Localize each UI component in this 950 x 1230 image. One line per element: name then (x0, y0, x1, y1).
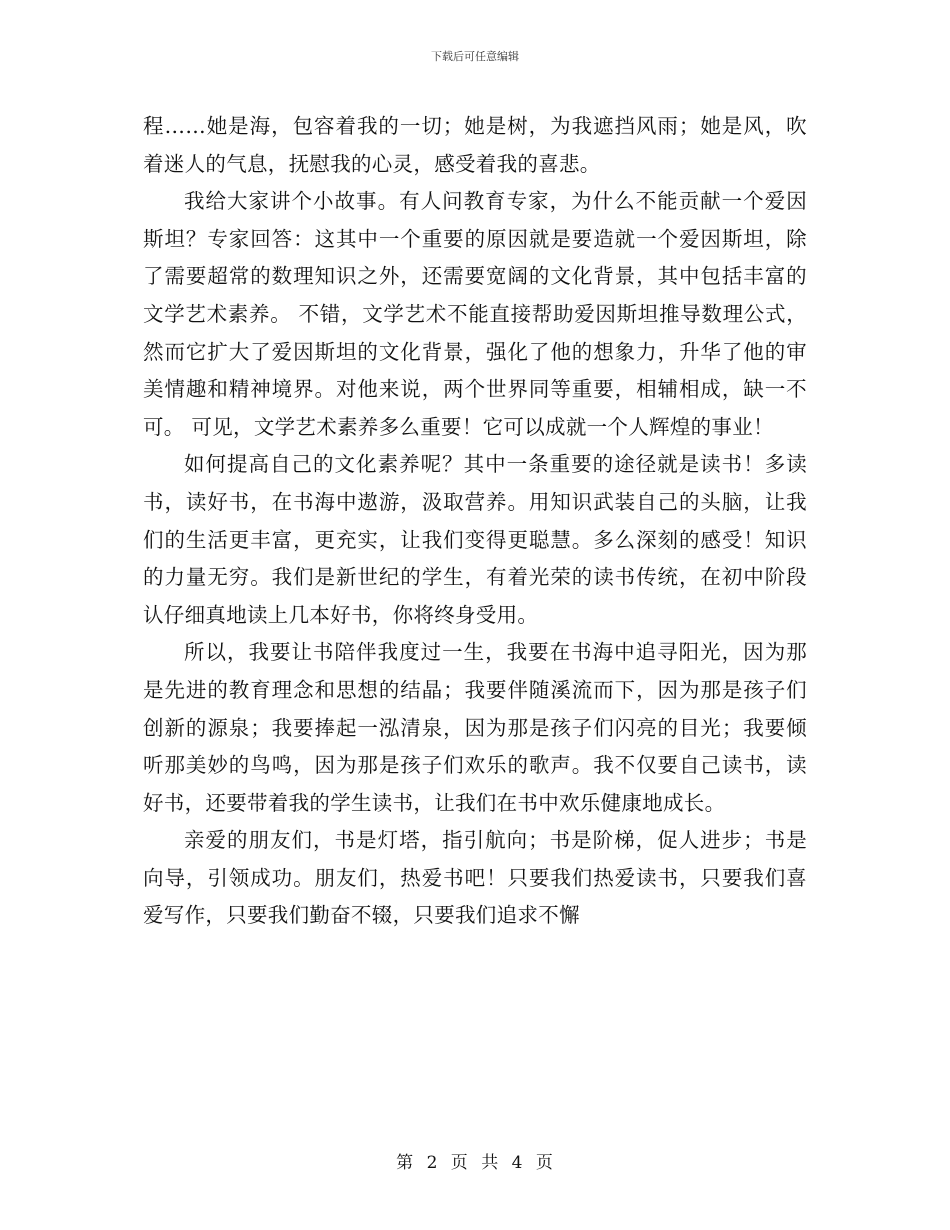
paragraph-reading: 如何提高自己的文化素养呢？其中一条重要的途径就是读书！多读书，读好书，在书海中遨游，汲取营养。用知识武装自己的头脑，让我们的生活更丰富，更充实，让我们变得更聪慧。多么深刻的感受！知识的力量无穷。我们是新世纪的学生，有着光荣的读书传统，在初中阶段认仔细真地读上几本好书，你将终身受用。 (143, 452, 807, 627)
paragraph-lifelong: 所以，我要让书陪伴我度过一生，我要在书海中追寻阳光，因为那是先进的教育理念和思想的结晶；我要伴随溪流而下，因为那是孩子们创新的源泉；我要捧起一泓清泉，因为那是孩子们闪亮的目光；我要倾听那美妙的鸟鸣，因为那是孩子们欢乐的歌声。我不仅要自己读书，读好书，还要带着我的学生读书，让我们在书中欢乐健康地成长。 (143, 640, 807, 815)
paragraph-story: 我给大家讲个小故事。有人问教育专家，为什么不能贡献一个爱因斯坦？专家回答：这其中一个重要的原因就是要造就一个爱因斯坦，除了需要超常的数理知识之外，还需要宽阔的文化背景，其中包括丰富的文学艺术素养。 不错，文学艺术不能直接帮助爱因斯坦推导数理公式，然而它扩大了爱因斯坦的文化背景，强化了他的想象力，升华了他的审美情趣和精神境界。对他来说，两个世界同等重要，相辅相成，缺一不可。 可见，文学艺术素养多么重要！它可以成就一个人辉煌的事业！ (143, 189, 807, 439)
page-number: 第 2 页 共 4 页 (396, 1153, 554, 1173)
paragraph-continued: 程……她是海，包容着我的一切；她是树，为我遮挡风雨；她是风，吹着迷人的气息，抚慰我的心灵，感受着我的喜悲。 (143, 114, 807, 176)
page-header: 下载后可任意编辑 (431, 50, 519, 63)
document-body (143, 108, 807, 935)
paragraph-closing: 亲爱的朋友们，书是灯塔，指引航向；书是阶梯，促人进步；书是向导，引领成功。朋友们，热爱书吧！只要我们热爱读书，只要我们喜爱写作，只要我们勤奋不辍，只要我们追求不懈 (143, 828, 807, 928)
